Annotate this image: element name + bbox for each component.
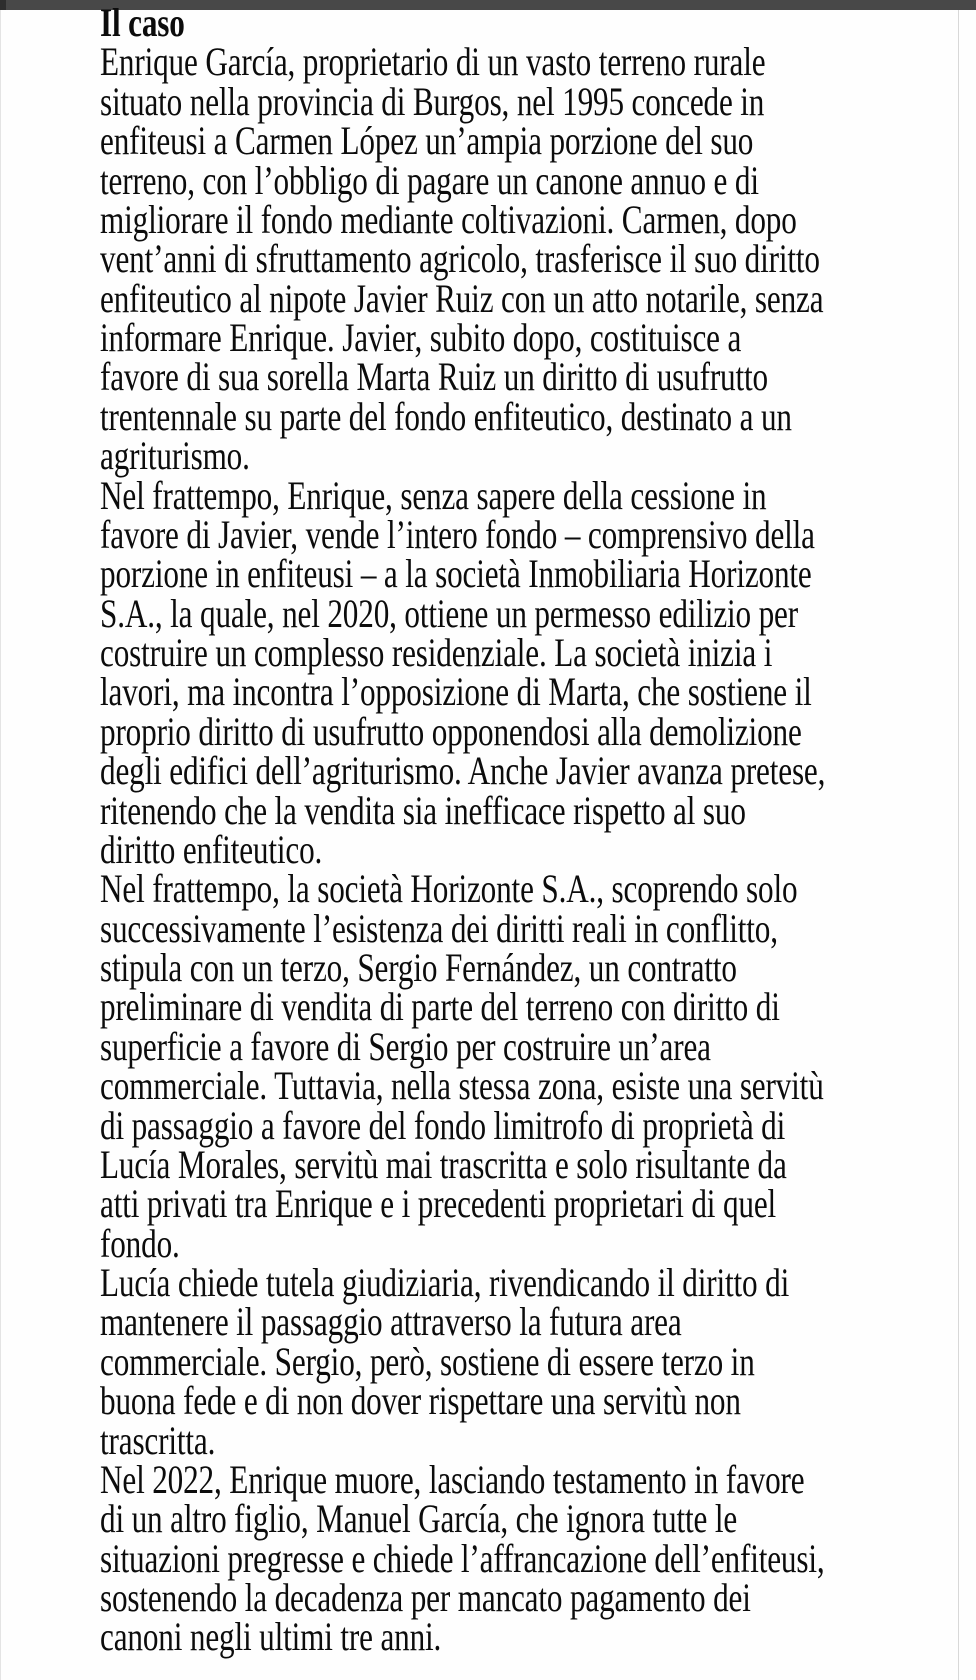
text-line: degli edifici dell’agriturismo. Anche Javier avanza pretese, <box>100 748 826 794</box>
case-title: Il caso <box>100 0 185 45</box>
text-line: di passaggio a favore del fondo limitrofo di proprietà di <box>100 1102 786 1148</box>
text-line: Lucía chiede tutela giudiziaria, rivendicando il diritto di <box>100 1260 790 1305</box>
left-edge-line <box>0 10 1 1680</box>
text-line: successivamente l’esistenza dei diritti reali in conflitto, <box>100 905 778 951</box>
case-text-block <box>100 0 942 1660</box>
text-line: commerciale. Sergio, però, sostiene di essere terzo in <box>100 1338 755 1384</box>
text-line: Enrique García, proprietario di un vasto terreno rurale <box>100 39 766 85</box>
text-line: terreno, con l’obbligo di pagare un canone annuo e di <box>100 157 759 203</box>
text-line: enfiteusi a Carmen López un’ampia porzione del suo <box>100 118 754 164</box>
text-line: commerciale. Tuttavia, nella stessa zona, esiste una servitù <box>100 1063 824 1109</box>
text-line: situato nella provincia di Burgos, nel 1995 concede in <box>100 78 765 124</box>
text-line: favore di Javier, vende l’intero fondo – comprensivo della <box>100 511 815 557</box>
text-line: Lucía Morales, servitù mai trascritta e solo risultante da <box>100 1141 787 1187</box>
text-line: fondo. <box>100 1220 180 1266</box>
text-line: superficie a favore di Sergio per costruire un’area <box>100 1023 711 1069</box>
case-paragraphs <box>100 39 942 1660</box>
text-line: costruire un complesso residenziale. La società inizia i <box>100 630 773 675</box>
text-line: trentennale su parte del fondo enfiteutico, destinato a un <box>100 393 792 439</box>
paragraph <box>100 472 942 872</box>
right-edge-line <box>958 10 959 1680</box>
text-line: Nel 2022, Enrique muore, lasciando testamento in favore <box>100 1456 805 1502</box>
text-line: proprio diritto di usufrutto opponendosi alla demolizione <box>100 708 802 754</box>
paragraph <box>100 39 942 479</box>
text-line: migliorare il fondo mediante coltivazioni. Carmen, dopo <box>100 196 797 242</box>
text-line: sostenendo la decadenza per mancato pagamento dei <box>100 1575 751 1620</box>
text-line: atti privati tra Enrique e i precedenti proprietari di quel <box>100 1181 777 1227</box>
text-line: informare Enrique. Javier, subito dopo, costituisce a <box>100 315 742 360</box>
text-line: Nel frattempo, la società Horizonte S.A., scoprendo solo <box>100 866 798 912</box>
text-line: situazioni pregresse e chiede l’affrancazione dell’enfiteusi, <box>100 1535 825 1581</box>
text-line: Nel frattempo, Enrique, senza sapere della cessione in <box>100 472 767 518</box>
paragraph <box>100 1456 942 1660</box>
text-line: ritenendo che la vendita sia inefficace rispetto al suo <box>100 787 746 833</box>
text-line: lavori, ma incontra l’opposizione di Marta, che sostiene il <box>100 669 812 715</box>
text-line: favore di sua sorella Marta Ruiz un diritto di usufrutto <box>100 354 768 400</box>
text-line: trascritta. <box>100 1417 216 1463</box>
text-line: agriturismo. <box>100 433 250 479</box>
paragraph <box>100 866 942 1266</box>
text-line: diritto enfiteutico. <box>100 826 323 872</box>
text-line: stipula con un terzo, Sergio Fernández, un contratto <box>100 945 737 990</box>
text-line: S.A., la quale, nel 2020, ottiene un permesso edilizio per <box>100 590 798 636</box>
text-line: mantenere il passaggio attraverso la futura area <box>100 1299 682 1345</box>
text-line: porzione in enfiteusi – a la società Inmobiliaria Horizonte <box>100 551 812 597</box>
text-line: canoni negli ultimi tre anni. <box>100 1614 442 1660</box>
text-line: preliminare di vendita di parte del terreno con diritto di <box>100 984 780 1030</box>
paragraph <box>100 1260 942 1463</box>
text-line: vent’anni di sfruttamento agricolo, trasferisce il suo diritto <box>100 236 820 282</box>
text-line: enfiteutico al nipote Javier Ruiz con un atto notarile, senza <box>100 275 824 321</box>
text-line: di un altro figlio, Manuel García, che ignora tutte le <box>100 1496 738 1542</box>
top-bar-corner <box>0 0 6 10</box>
text-line: buona fede e di non dover rispettare una servitù non <box>100 1378 741 1424</box>
